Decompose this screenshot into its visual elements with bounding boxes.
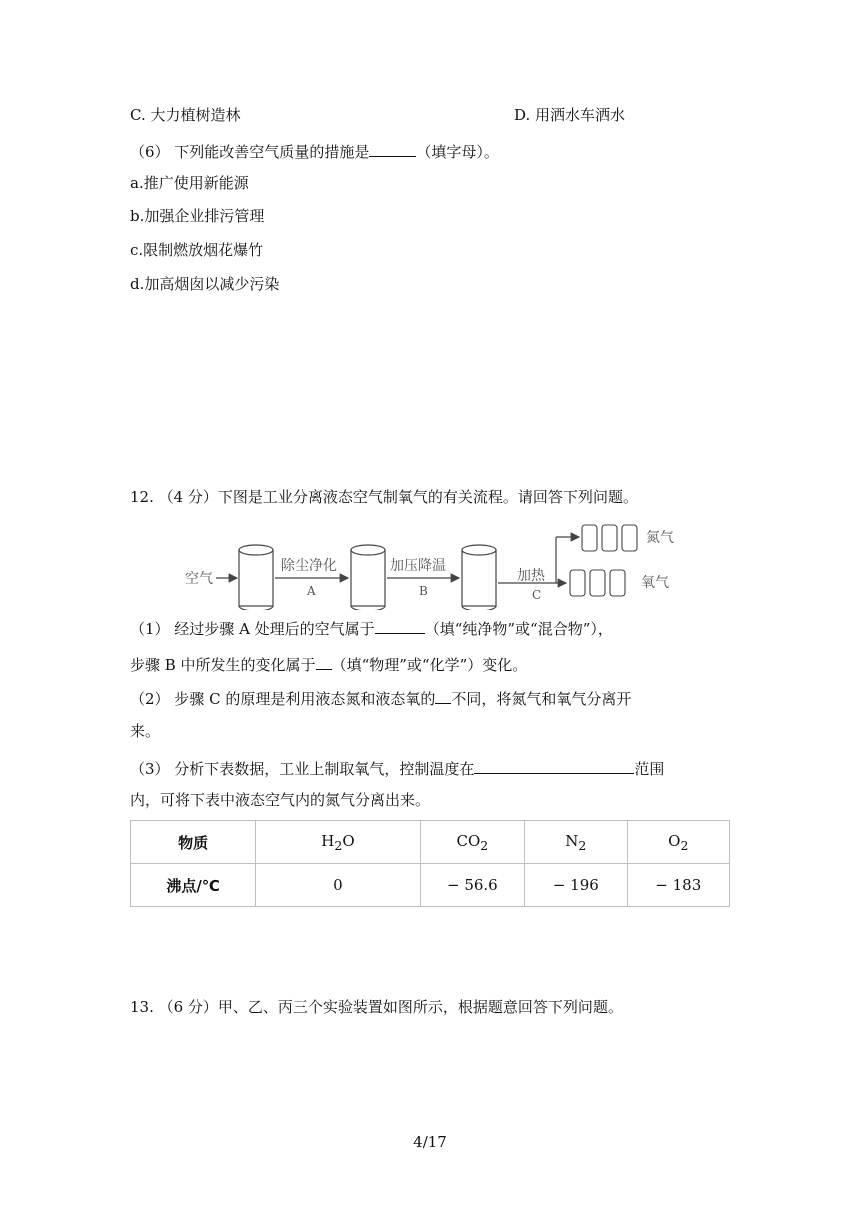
choice-b: b.加强企业排污管理 [130,207,265,225]
header-cell-boiling-point: 沸点/℃ [131,864,256,907]
step-c-letter: C [532,588,542,602]
boiling-point-table [130,820,730,907]
table-row [131,864,730,907]
question-12-stem: 12. （4 分）下图是工业分离液态空气制氧气的有关流程。请回答下列问题。 [130,488,638,506]
answer-blank [369,140,416,157]
air-separation-flow-diagram [180,515,700,610]
question-13-stem: 13. （6 分）甲、乙、丙三个实验装置如图所示，根据题意回答下列问题。 [130,998,623,1016]
answer-blank [316,653,332,670]
tank-2 [351,545,385,610]
step-a-label: 除尘净化 [281,558,337,574]
answer-blank [474,757,634,774]
p1-prefix: （1） 经过步骤 A 处理后的空气属于 [130,620,375,638]
q6-prefix: （6） 下列能改善空气质量的措施是 [130,143,370,161]
step-b-label: 加压降温 [390,558,446,574]
q6-suffix: （填字母）。 [416,143,499,161]
tank-1 [239,545,273,610]
p3-prefix: （3） 分析下表数据，工业上制取氧气，控制温度在 [130,760,475,778]
p2-prefix: （2） 步骤 C 的原理是利用液态氮和液态氧的 [130,690,436,708]
question-12-part-1-line-2 [130,653,527,676]
step-c-label: 加热 [517,568,545,584]
p3-suffix: 范围 [634,760,665,778]
question-12-part-2-line-1 [130,687,631,710]
p1b-prefix: 步骤 B 中所发生的变化属于 [130,656,316,674]
option-d: D. 用洒水车洒水 [514,106,626,124]
question-12-part-1-line-1 [130,617,613,640]
flow-input-label: 空气 [185,571,213,587]
option-c: C. 大力植树造林 [130,106,241,124]
question-12-part-2-line-2: 来。 [130,722,161,740]
p1-suffix: （填“纯净物”或“混合物”）， [424,620,613,638]
table-cell-o2: $O_2$ [627,821,729,864]
p2-suffix: 不同，将氮气和氧气分离开 [451,690,632,708]
table-cell: − 56.6 [420,864,525,907]
question-12-part-3-line-2: 内，可将下表中液态空气内的氮气分离出来。 [130,791,431,809]
nitrogen-label: 氮气 [646,530,674,546]
table-cell-co2: $CO_2$ [420,821,525,864]
table-row [131,821,730,864]
header-cell-substance: 物质 [131,821,256,864]
table-cell-n2: $N_2$ [525,821,627,864]
choice-a: a.推广使用新能源 [130,174,249,192]
step-b-letter: B [419,584,428,598]
tank-3 [462,545,496,610]
table-cell: − 183 [627,864,729,907]
choice-d: d.加高烟囱以减少污染 [130,275,280,293]
table-cell: − 196 [525,864,627,907]
p1b-suffix: （填“物理”或“化学”）变化。 [331,656,528,674]
answer-blank [375,617,425,634]
page-number: 4/17 [413,1133,447,1151]
oxygen-label: 氧气 [641,575,669,591]
answer-blank [435,687,451,704]
choice-c: c.限制燃放烟花爆竹 [130,241,264,259]
table-cell: 0 [256,864,420,907]
table-cell-h2o: $H_2O$ [256,821,420,864]
step-a-letter: A [307,584,316,598]
question-12-part-3-line-1 [130,757,664,780]
oxygen-cylinders [570,570,625,596]
option-row-cd [130,104,730,126]
question-11-part-6 [130,140,499,163]
nitrogen-cylinders [582,525,637,551]
